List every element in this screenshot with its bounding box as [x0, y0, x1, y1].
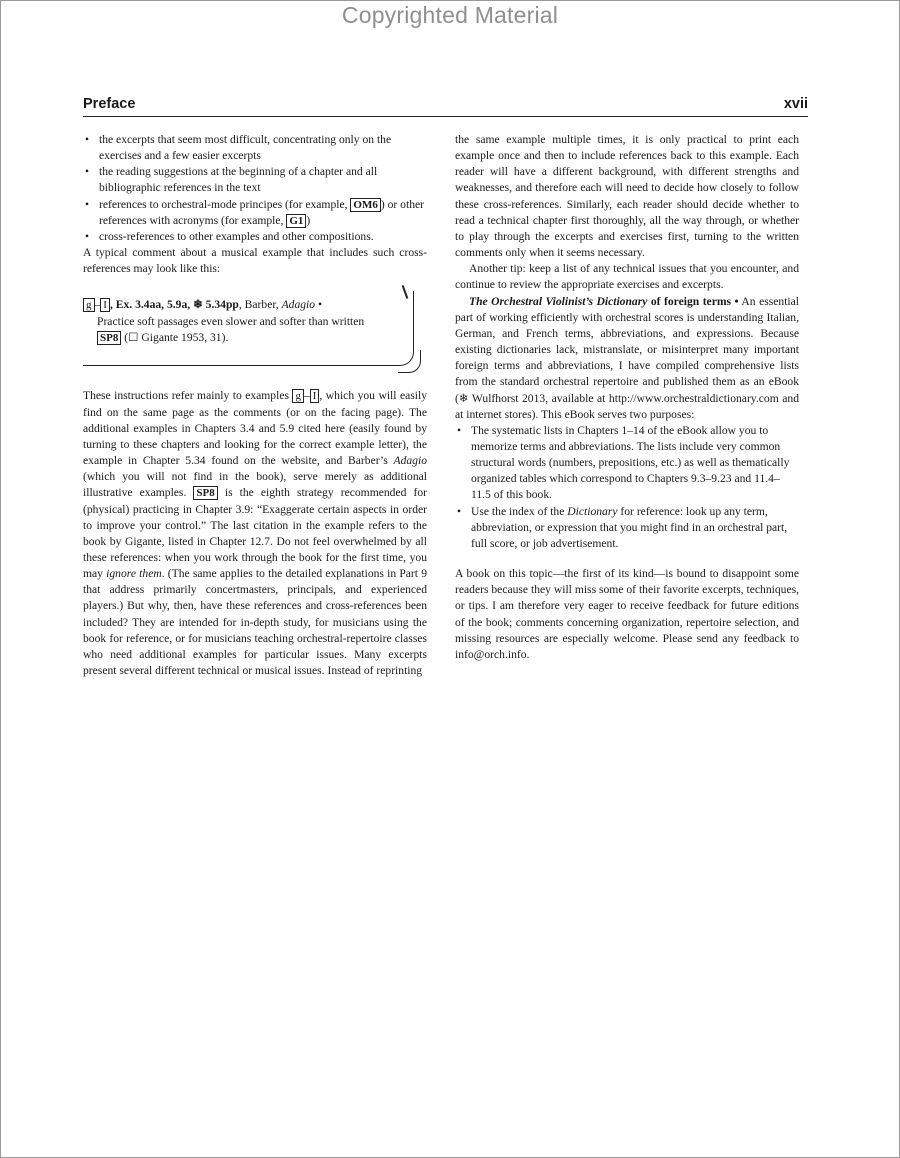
web-icon: ❄: [193, 298, 203, 312]
running-head: [83, 94, 808, 117]
example-line-2: Practice soft passages even slower and softer than written SP8 (☐ Gigante 1953, 31).: [97, 314, 365, 344]
g1-tag: G1: [286, 214, 306, 228]
list-item: • cross-references to other examples and other compositions.: [83, 229, 427, 245]
section-title: Preface: [83, 96, 136, 112]
body-paragraph: A book on this topic—the first of its kind—is bound to disappoint some readers because they will miss some of their favorite excerpts, techniques, or tips. I am therefore very eager to receive feedback for future editions of the book; comments concerning organization, repertoire selection, and missing resources are especially welcome. Please send any feedback to info@orch.info.: [455, 567, 799, 661]
right-column: [455, 132, 799, 663]
ebook-purpose-list: [455, 423, 799, 552]
list-item: • The systematic lists in Chapters 1–14 of the eBook allow you to memorize terms and abbreviations. The lists include very common structural words (numbers, prepositions, etc.) as well as thematically organized tables which correspond to Chapters 9.3–9.23 and 11.4–11.5 of this book.: [455, 423, 799, 504]
om6-tag: OM6: [350, 198, 380, 212]
body-paragraph: the same example multiple times, it is only practical to print each example once and then to include references back to this example. Each reader will have a different background, with different strengths and weaknesses, and therefore each will need to decide how closely to follow these cross-references. Similarly, each reader should decide whether to read a technical chapter first thoroughly, all the way through, or whether to play through the excerpts and exercises first, turning to the written comments only when it seems necessary.: [455, 133, 799, 260]
book-icon: ☐: [128, 330, 139, 344]
body-paragraph: These instructions refer mainly to examples g – I , which you will easily find on the same page as the comments (or on the facing page). The additional examples in Chapters 3.4 and 5.9 cited here (easily found by turning to these chapters and looking for the correct example letter), the example in Chapter 5.34 found on the website, and Barber’s Adagio (which you will not find in the book), serve merely as additional illustrative examples. SP8 is the eighth strategy recommended for (physical) practicing in Chapter 3.9: “Exaggerate certain aspects in order to improve your control.” The last citation in the example refers to the book by Gigante, listed in Chapter 12.7. Do not feel overwhelmed by all these references: when you work through the book for the first time, you may ignore them. (The same applies to the detailed explanations in Part 9 that address primarily concertmasters, principals, and experienced players.) But why, then, have these references and cross-references been included? They are intended for in-depth study, for musicians using the book for reference, or for musicians teaching orchestral-repertoire classes who need additional examples for particular issues. Many excerpts present several different technical or musical issues. Instead of reprinting: [83, 389, 427, 678]
spacer: [455, 552, 799, 566]
list-item: • the excerpts that seem most difficult, concentrating only on the exercises and a few easier excerpts: [83, 132, 427, 164]
example-comment-box: [83, 291, 414, 366]
list-item: • Use the index of the Dictionary for reference: look up any term, abbreviation, or expression that you might find in an orchestral part, full score, or job advertisement.: [455, 504, 799, 552]
example-line-1: g – I , Ex. 3.4aa, 5.9a, ❄ 5.34pp, Barber, Adagio • Practice soft passages even slower and softer than written SP8 (☐ Gigante 1953, 31).: [83, 297, 399, 345]
tag-i: I: [310, 389, 320, 403]
copyright-watermark: Copyrighted Material: [341, 2, 559, 28]
list-item: • references to orchestral-mode principes (for example, OM6 ) or other references with acronyms (for example, G1 ): [83, 197, 427, 229]
left-column: [83, 132, 427, 679]
dictionary-paragraph: The Orchestral Violinist’s Dictionary of foreign terms • An essential part of working efficiently with orchestral scores is understanding Italian, German, and French terms, abbreviations, and expressions. Because existing dictionaries lack, mistranslate, or misinterpret many important foreign terms and abbreviations, I have compiled comprehensive lists from the standard orchestral repertoire and published them as an eBook (❄ Wulfhorst 2013, available at http://www.orchestraldictionary.com and at internet stores). This eBook serves two purposes:: [455, 294, 800, 421]
page-number: xvii: [783, 96, 808, 112]
reading-bullet-list: [83, 132, 427, 245]
web-icon: ❄: [458, 391, 469, 405]
example-tag-g: g: [83, 298, 95, 312]
sp8-tag: SP8: [193, 486, 217, 500]
list-item: • the reading suggestions at the beginning of a chapter and all bibliographic references in the text: [83, 164, 427, 196]
dictionary-title: The Orchestral Violinist’s Dictionary: [469, 294, 648, 308]
intro-paragraph: A typical comment about a musical example that includes such cross-references may look like this:: [83, 246, 427, 276]
sp8-tag: SP8: [97, 331, 121, 345]
tag-g: g: [292, 389, 304, 403]
body-paragraph: Another tip: keep a list of any technical issues that you encounter, and continue to review the appropriate exercises and excerpts.: [455, 262, 799, 292]
example-tag-i: I: [100, 298, 110, 312]
